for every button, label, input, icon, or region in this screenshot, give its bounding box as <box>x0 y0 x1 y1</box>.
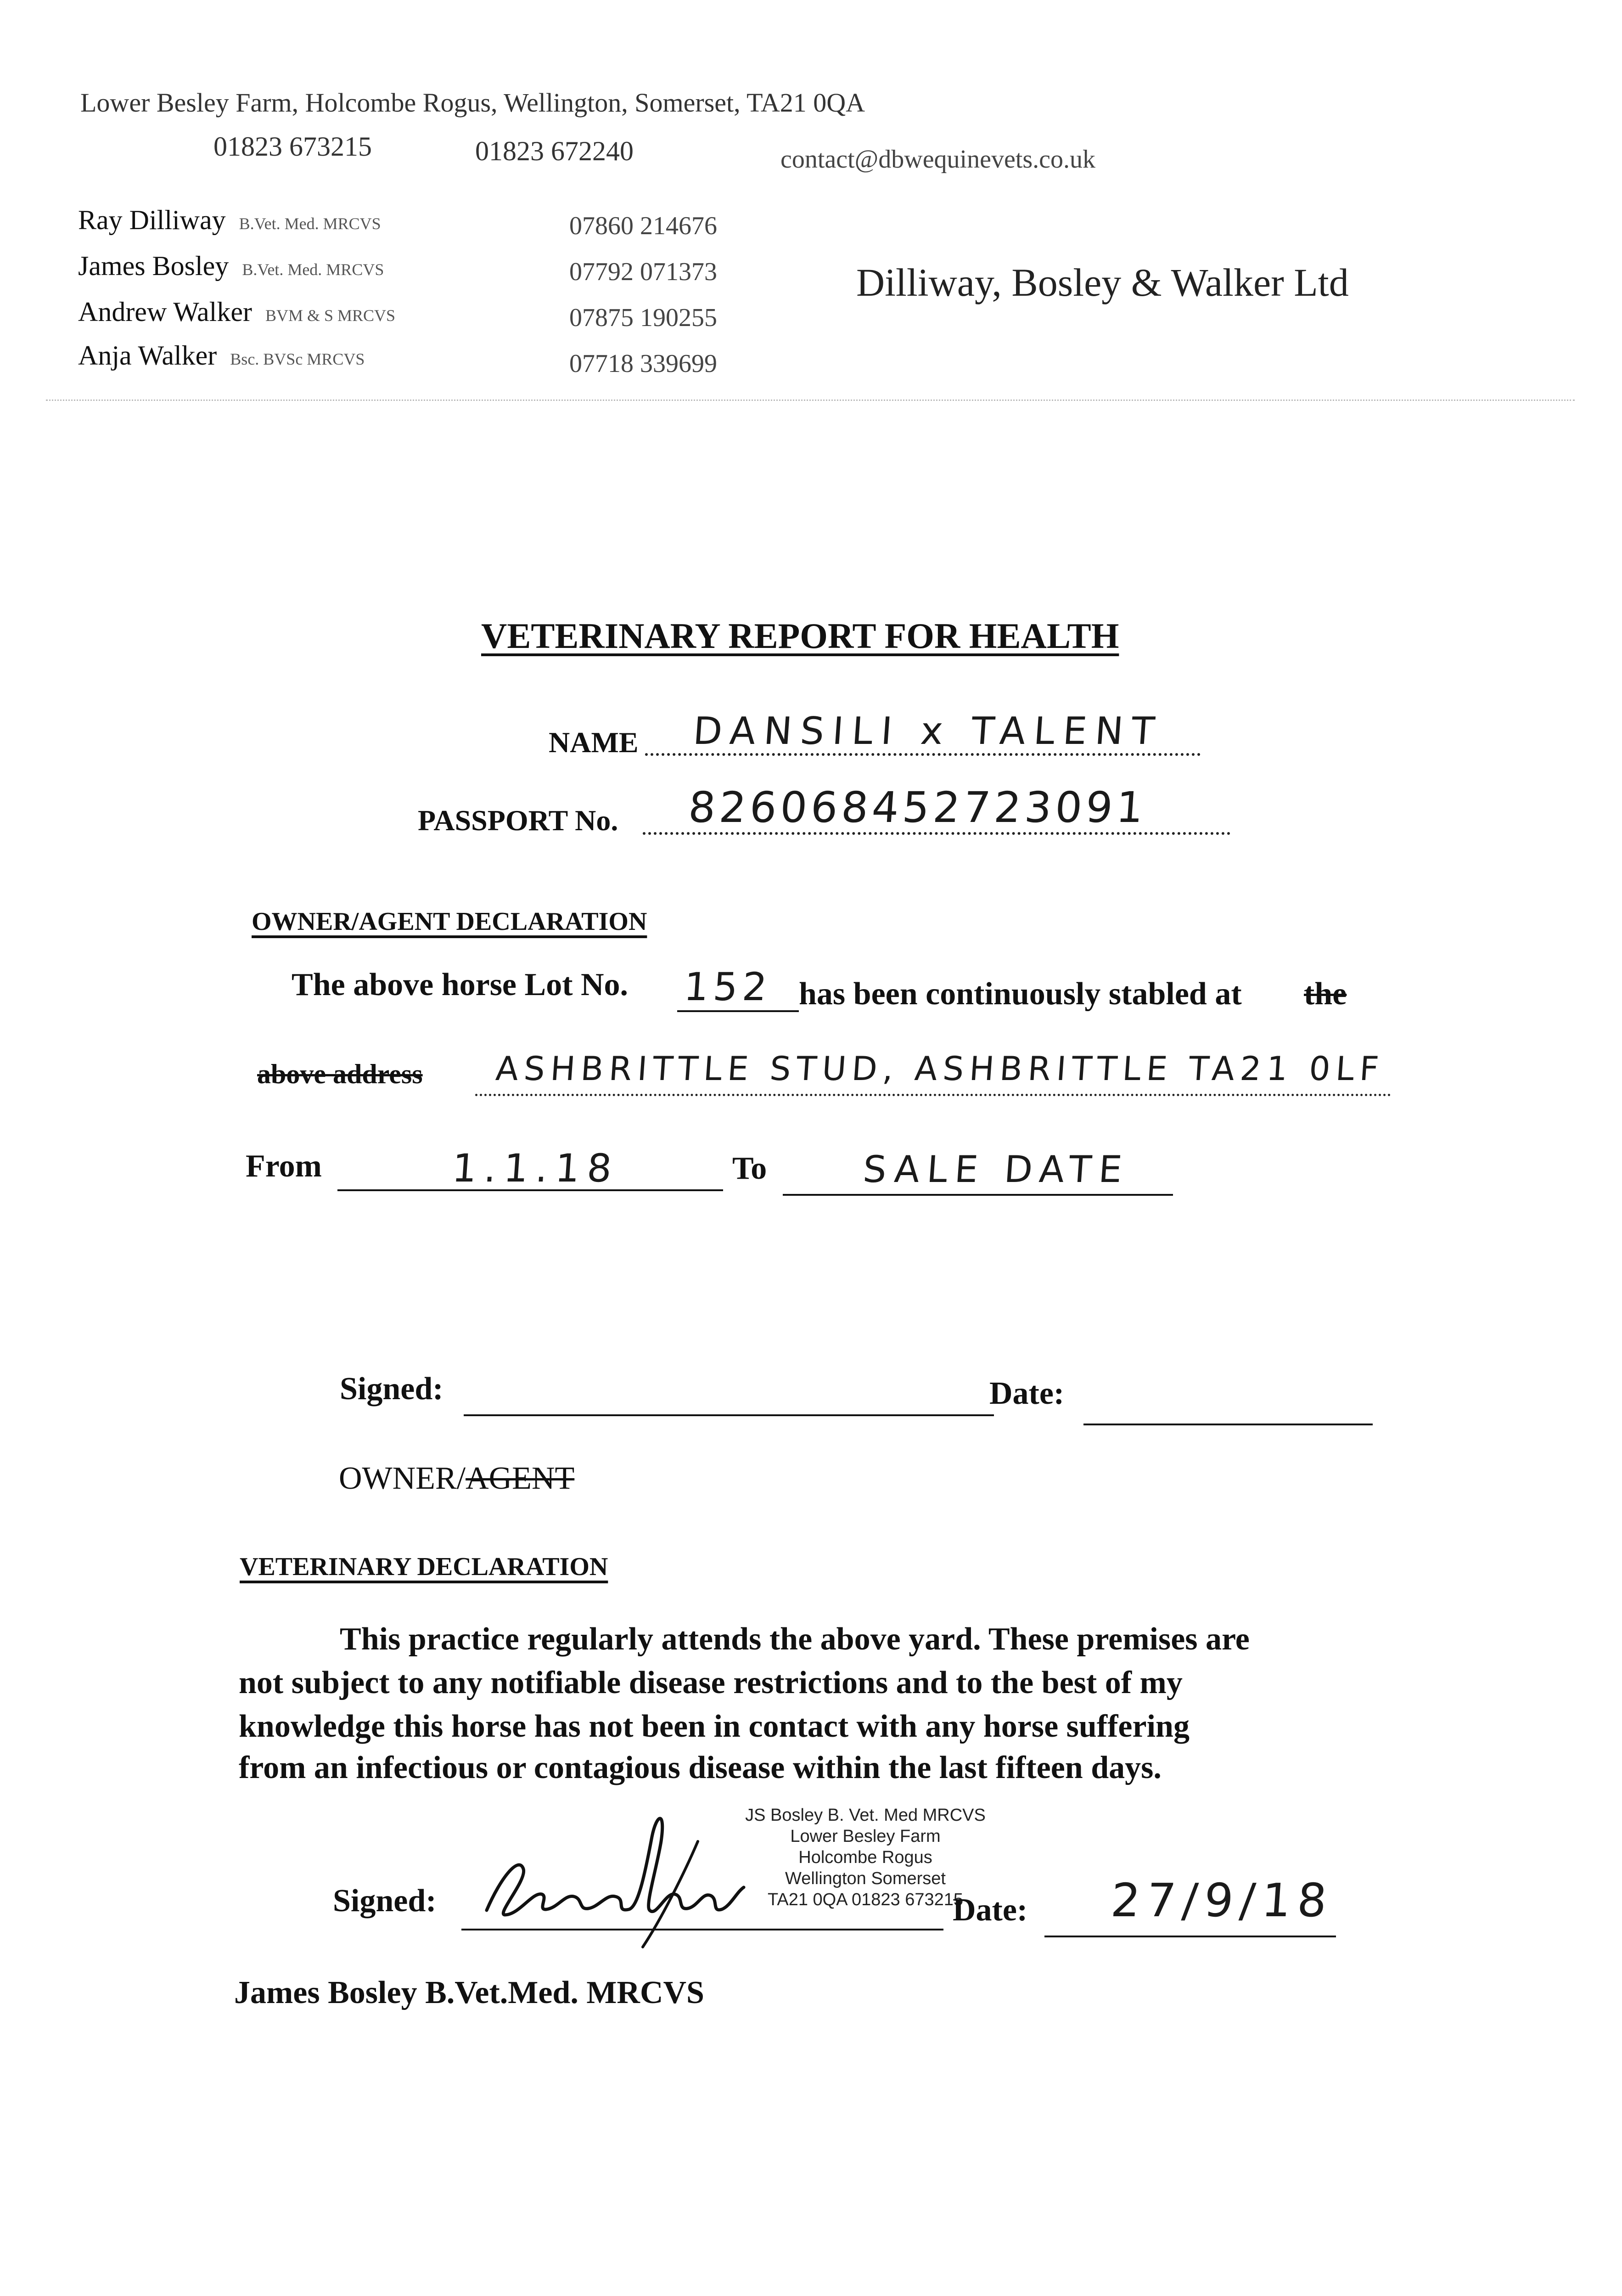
vet-declaration-line-2: not subject to any notifiable disease restrictions and to the best of my <box>239 1665 1183 1700</box>
vet-declaration-heading: VETERINARY DECLARATION <box>240 1553 608 1581</box>
vet-name: James Bosley B.Vet. Med. MRCVS <box>78 251 384 281</box>
struck-above-address: above address <box>257 1059 423 1089</box>
owner-signature-line <box>464 1414 994 1416</box>
vet-signatory: James Bosley B.Vet.Med. MRCVS <box>234 1975 704 2010</box>
passport-number-value: 826068452723091 <box>687 783 1149 832</box>
to-label: To <box>732 1151 767 1186</box>
horse-name-value: DANSILI x TALENT <box>691 709 1164 753</box>
lot-number-line <box>677 1010 799 1012</box>
vet-phone: 07860 214676 <box>569 212 717 240</box>
vet-name: Anja Walker Bsc. BVSc MRCVS <box>78 340 365 371</box>
from-date-value: 1.1.18 <box>450 1146 621 1191</box>
letterhead-divider <box>46 400 1575 401</box>
name-dotted-line <box>645 753 1201 756</box>
name-label: NAME <box>549 726 639 759</box>
to-date-value: SALE DATE <box>861 1148 1131 1191</box>
vet-signed-label: Signed: <box>333 1883 437 1919</box>
vet-date-line <box>1044 1936 1336 1937</box>
owner-agent-label: OWNER/AGENT <box>339 1461 575 1496</box>
vet-date-value: 27/9/18 <box>1109 1874 1335 1927</box>
owner-date-line <box>1083 1424 1373 1425</box>
letterhead-phone-1: 01823 673215 <box>213 131 372 162</box>
practice-name: Dilliway, Bosley & Walker Ltd <box>856 260 1349 304</box>
vet-declaration-line-3: knowledge this horse has not been in contact with any horse suffering <box>239 1709 1190 1744</box>
owner-date-label: Date: <box>989 1376 1065 1411</box>
report-title: VETERINARY REPORT FOR HEALTH <box>481 616 1119 656</box>
letterhead-address: Lower Besley Farm, Holcombe Rogus, Wellington, Somerset, TA21 0QA <box>80 88 865 118</box>
vet-phone: 07718 339699 <box>569 349 717 378</box>
vet-name: Ray Dilliway B.Vet. Med. MRCVS <box>78 205 381 235</box>
passport-label: PASSPORT No. <box>418 804 618 837</box>
owner-signed-label: Signed: <box>340 1371 443 1407</box>
vet-signature-line <box>461 1929 943 1930</box>
lot-number-value: 152 <box>682 964 773 1009</box>
passport-dotted-line <box>643 832 1230 835</box>
vet-name: Andrew Walker BVM & S MRCVS <box>78 297 396 327</box>
vet-date-label: Date: <box>953 1892 1028 1928</box>
vet-phone: 07875 190255 <box>569 304 717 332</box>
from-label: From <box>246 1148 322 1184</box>
vet-declaration-line-4: from an infectious or contagious disease within the last fifteen days. <box>239 1750 1162 1785</box>
vet-declaration-line-1: This practice regularly attends the above yard. These premises are <box>340 1621 1250 1657</box>
stable-address-value: ASHBRITTLE STUD, ASHBRITTLE TA21 0LF <box>494 1049 1386 1088</box>
owner-declaration-heading: OWNER/AGENT DECLARATION <box>252 907 647 936</box>
vet-stamp: JS Bosley B. Vet. Med MRCVS Lower Besley Farm Holcombe Rogus Wellington Somerset TA21 0QA 01823 673215 <box>745 1806 986 1909</box>
letterhead-phone-2: 01823 672240 <box>475 136 634 166</box>
address-dotted-line <box>475 1094 1391 1096</box>
letterhead-email: contact@dbwequinevets.co.uk <box>780 145 1096 174</box>
struck-word-the: the <box>1304 976 1347 1012</box>
vet-phone: 07792 071373 <box>569 258 717 286</box>
lot-text-after: has been continuously stabled at <box>799 976 1242 1012</box>
lot-text-before: The above horse Lot No. <box>292 967 629 1002</box>
to-date-line <box>783 1194 1173 1196</box>
